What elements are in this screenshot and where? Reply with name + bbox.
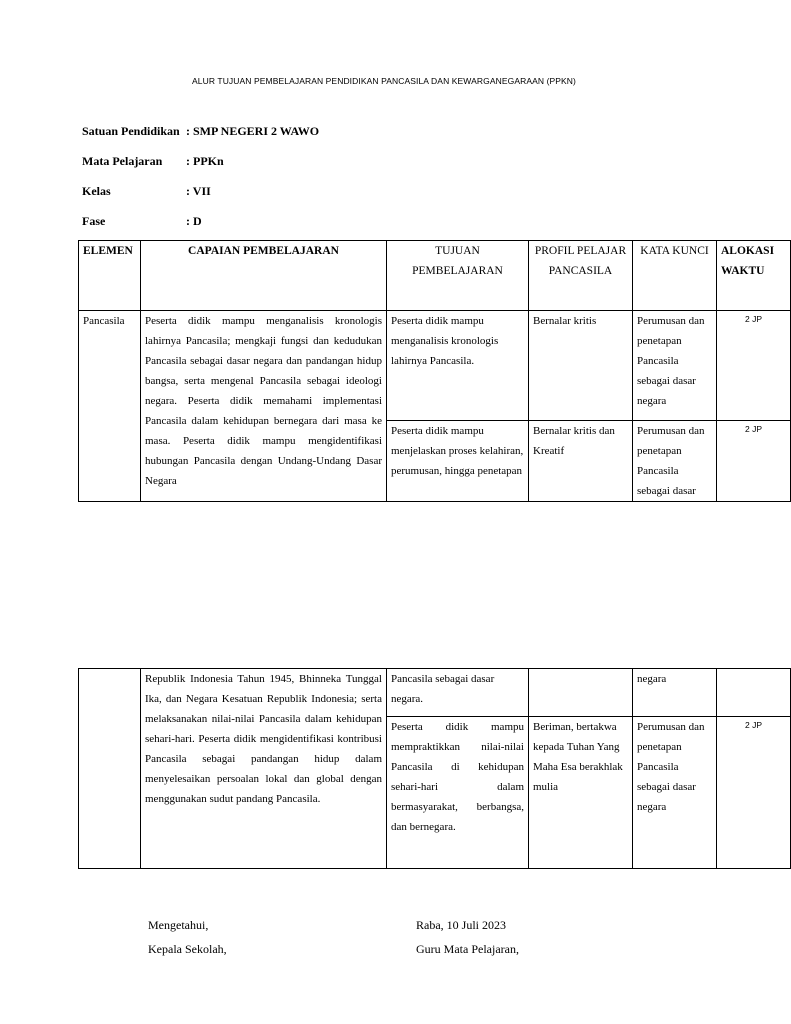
- cell-kata-kunci: Perumusan dan penetapan Pancasila sebagai dasar negara: [633, 311, 717, 421]
- header-tujuan: TUJUAN PEMBELAJARAN: [387, 241, 529, 311]
- table-row: [79, 311, 791, 421]
- meta-label-fase: Fase: [82, 214, 106, 228]
- cell-profil: Bernalar kritis dan Kreatif: [529, 421, 633, 502]
- document-title: ALUR TUJUAN PEMBELAJARAN PENDIDIKAN PANCASILA DAN KEWARGANEGARAAN (PPKN): [192, 76, 576, 86]
- meta-label-kelas: Kelas: [82, 184, 111, 198]
- cell-profil: Beriman, bertakwa kepada Tuhan Yang Maha Esa berakhlak mulia: [529, 717, 633, 869]
- meta-label-mapel: Mata Pelajaran: [82, 154, 163, 168]
- header-profil: PROFIL PELAJAR PANCASILA: [529, 241, 633, 311]
- cell-kata-kunci: negara: [633, 669, 717, 717]
- signature-right-line1: Raba, 10 Juli 2023: [416, 918, 506, 932]
- header-kata-kunci: KATA KUNCI: [633, 241, 717, 311]
- cell-capaian: Republik Indonesia Tahun 1945, Bhinneka Tunggal Ika, dan Negara Kesatuan Republik Indonesia; serta melaksanakan nilai-nilai Pancasila dalam kehidupan sehari-hari. Peserta didik mengidentifikasi kontribusi Pancasila sebagai pandangan hidup dalam menyelesaikan persoalan lokal dan global dengan menggunakan sudut pandang Pancasila.: [141, 669, 387, 869]
- cell-alokasi: [717, 669, 791, 717]
- header-capaian: CAPAIAN PEMBELAJARAN: [141, 241, 387, 311]
- atp-table-part2: [78, 668, 791, 869]
- cell-kata-kunci: Perumusan dan penetapan Pancasila sebagai dasar: [633, 421, 717, 502]
- cell-tujuan: Peserta didik mampu menjelaskan proses kelahiran, perumusan, hingga penetapan: [387, 421, 529, 502]
- signature-left-line2: Kepala Sekolah,: [148, 942, 227, 956]
- meta-value-mapel: : PPKn: [186, 154, 224, 168]
- table-header-row: [79, 241, 791, 311]
- signature-right-line2: Guru Mata Pelajaran,: [416, 942, 519, 956]
- cell-tujuan: Pancasila sebagai dasar negara.: [387, 669, 529, 717]
- signature-left-line1: Mengetahui,: [148, 918, 209, 932]
- table-row: [79, 669, 791, 717]
- cell-elemen: [79, 669, 141, 869]
- cell-tujuan: Peserta didik mampu mempraktikkan nilai-nilai Pancasila di kehidupan sehari-hari dalam bermasyarakat, berbangsa, dan bernegara.: [387, 717, 529, 869]
- meta-value-kelas: : VII: [186, 184, 211, 198]
- header-elemen: ELEMEN: [79, 241, 141, 311]
- cell-profil: [529, 669, 633, 717]
- meta-value-fase: : D: [186, 214, 202, 228]
- cell-alokasi: 2 JP: [717, 717, 791, 869]
- meta-value-satuan: : SMP NEGERI 2 WAWO: [186, 124, 320, 138]
- cell-capaian: Peserta didik mampu menganalisis kronologis lahirnya Pancasila; mengkaji fungsi dan kedudukan Pancasila sebagai dasar negara dan pandangan hidup bangsa, serta mengenal Pancasila sebagai ideologi negara. Peserta didik memahami implementasi Pancasila dalam kehidupan bernegara dari masa ke masa. Peserta didik mampu mengidentifikasi hubungan Pancasila dengan Undang-Undang Dasar Negara: [141, 311, 387, 502]
- cell-alokasi: 2 JP: [717, 311, 791, 421]
- atp-table-part1: [78, 240, 791, 502]
- header-alokasi: ALOKASI WAKTU: [717, 241, 791, 311]
- meta-label-satuan: Satuan Pendidikan: [82, 124, 180, 138]
- cell-alokasi: 2 JP: [717, 421, 791, 502]
- cell-profil: Bernalar kritis: [529, 311, 633, 421]
- cell-kata-kunci: Perumusan dan penetapan Pancasila sebagai dasar negara: [633, 717, 717, 869]
- cell-elemen: Pancasila: [79, 311, 141, 502]
- cell-tujuan: Peserta didik mampu menganalisis kronologis lahirnya Pancasila.: [387, 311, 529, 421]
